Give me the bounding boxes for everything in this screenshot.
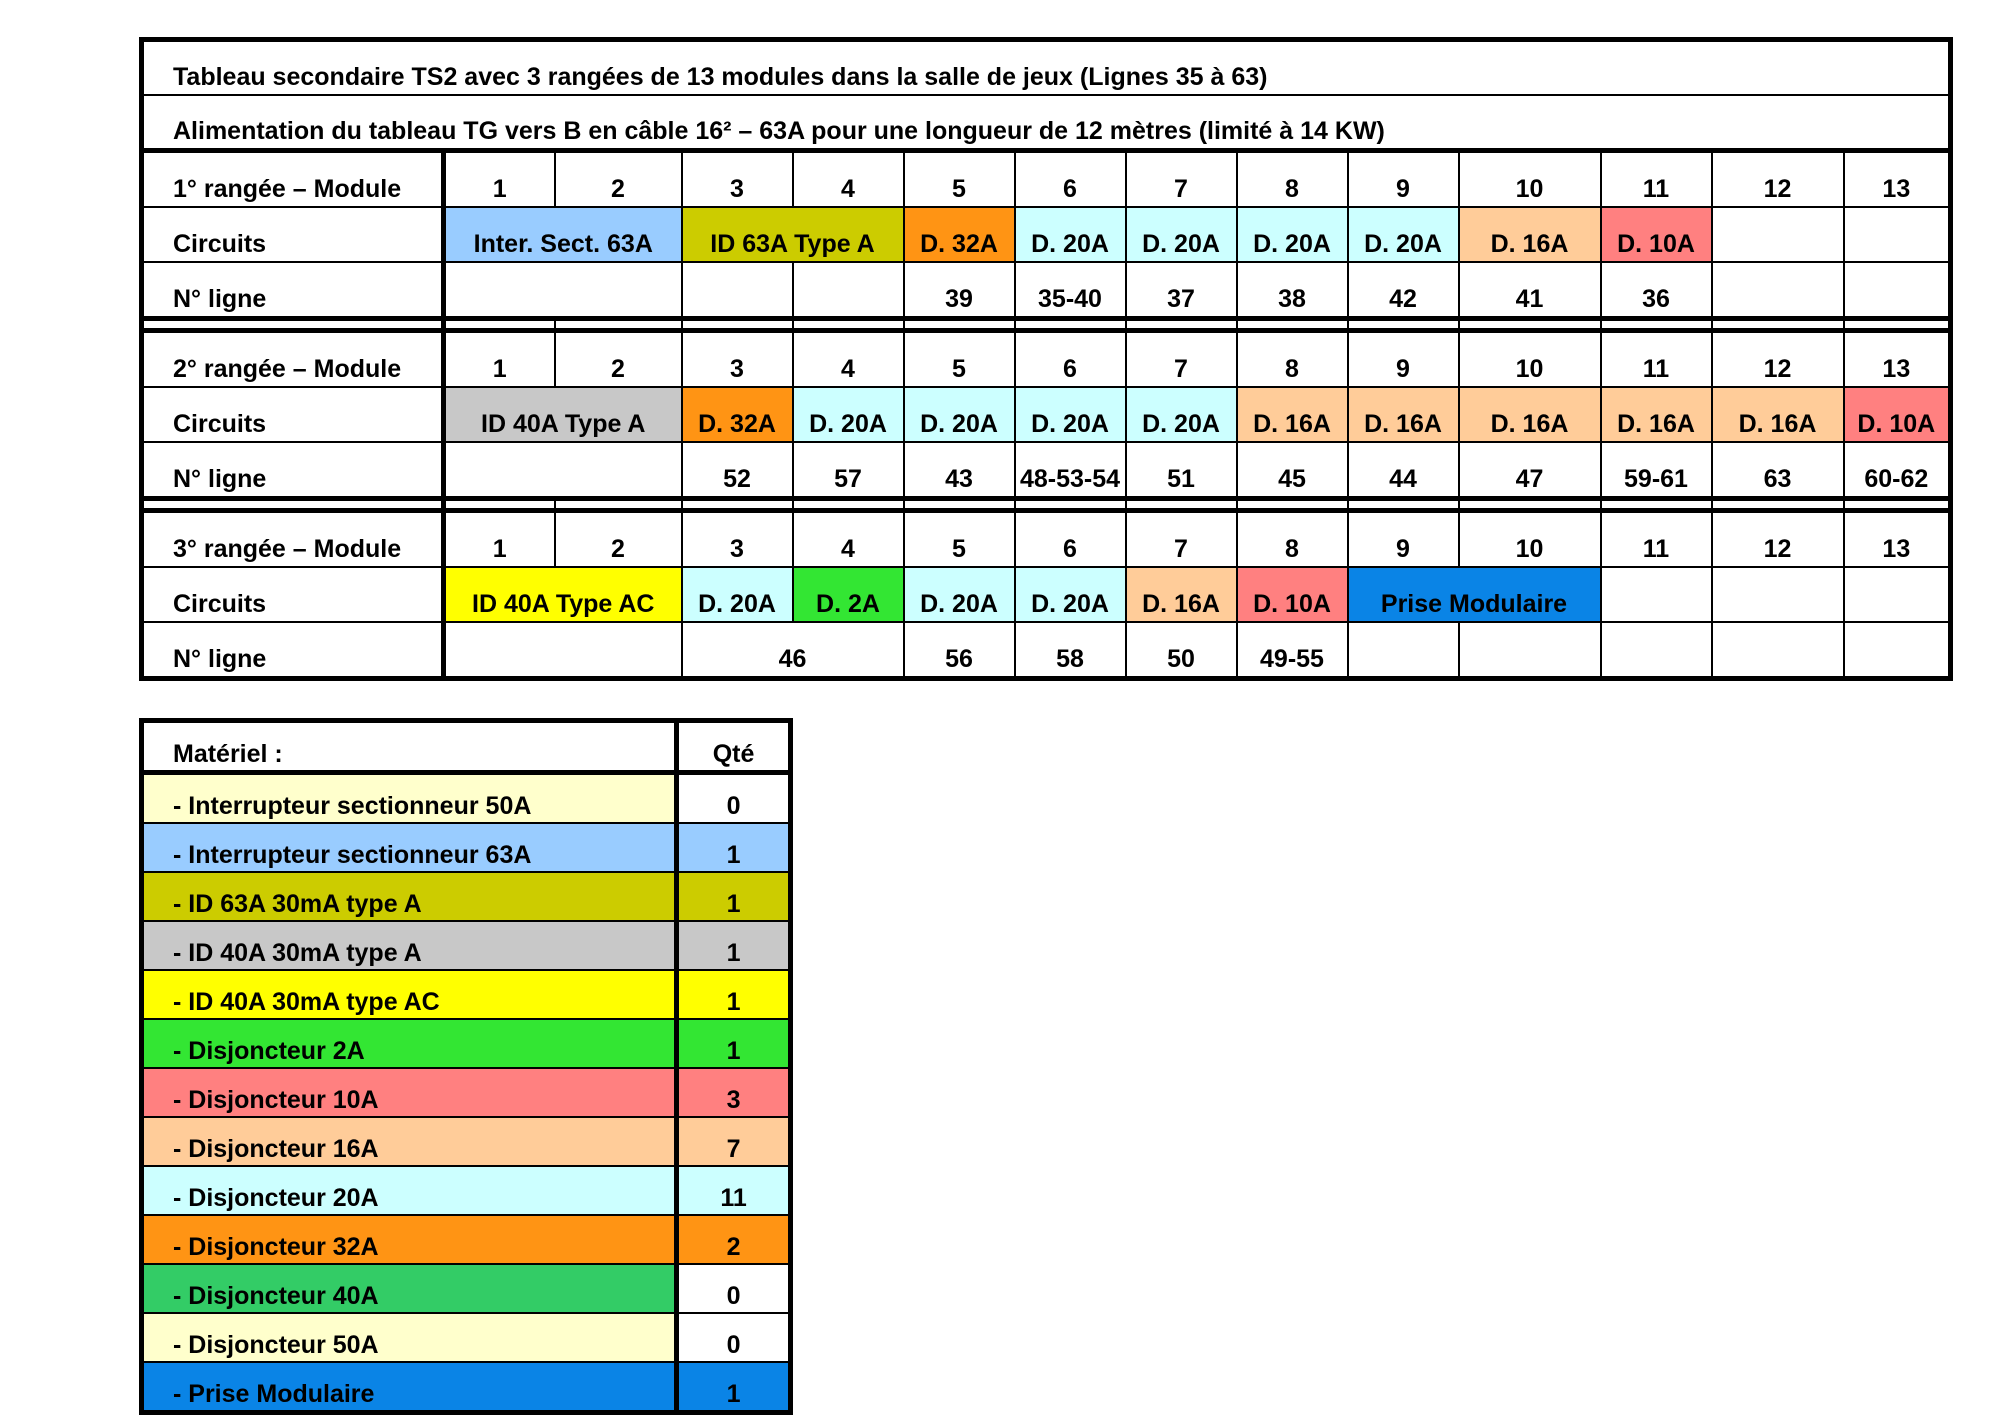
separator-cell [1126, 319, 1237, 331]
module-number: 7 [1126, 511, 1237, 568]
circuit-cell [1844, 567, 1951, 622]
materiel-item-name: - Disjoncteur 10A [142, 1068, 677, 1117]
materiel-item-name: - Interrupteur sectionneur 50A [142, 773, 677, 824]
ligne-number: 51 [1126, 442, 1237, 499]
module-number: 5 [904, 331, 1015, 388]
circuit-cell: D. 20A [1237, 207, 1348, 262]
materiel-item-qty: 7 [677, 1117, 791, 1166]
separator-cell [444, 499, 555, 511]
module-number: 13 [1844, 151, 1951, 208]
module-number: 2 [555, 331, 682, 388]
materiel-item-qty: 2 [677, 1215, 791, 1264]
module-number: 11 [1601, 331, 1712, 388]
ligne-number [1348, 622, 1459, 679]
module-number: 8 [1237, 511, 1348, 568]
materiel-header: Matériel : [142, 721, 677, 773]
module-number: 3 [682, 331, 793, 388]
materiel-item-name: - Disjoncteur 2A [142, 1019, 677, 1068]
ligne-number: 41 [1459, 262, 1601, 319]
circuit-cell: D. 20A [1126, 387, 1237, 442]
circuit-cell: D. 16A [1237, 387, 1348, 442]
circuit-cell: D. 20A [1348, 207, 1459, 262]
row-separator [142, 319, 1951, 331]
materiel-item-name: - Disjoncteur 50A [142, 1313, 677, 1362]
circuit-cell: D. 20A [1126, 207, 1237, 262]
materiel-item-name: - Disjoncteur 20A [142, 1166, 677, 1215]
materiel-item-name: - Prise Modulaire [142, 1362, 677, 1413]
ligne-number: 46 [682, 622, 904, 679]
materiel-item-qty: 11 [677, 1166, 791, 1215]
ligne-number: 38 [1237, 262, 1348, 319]
panel-layout-table [139, 37, 1953, 681]
materiel-item-name: - Disjoncteur 32A [142, 1215, 677, 1264]
materiel-item-qty: 3 [677, 1068, 791, 1117]
module-number: 12 [1712, 331, 1844, 388]
separator-cell [444, 319, 555, 331]
circuit-cell: D. 10A [1844, 387, 1951, 442]
circuit-cell: D. 20A [682, 567, 793, 622]
circuit-cell: D. 10A [1601, 207, 1712, 262]
materiel-item-name: - Disjoncteur 40A [142, 1264, 677, 1313]
materiel-item-qty: 1 [677, 872, 791, 921]
module-number: 1 [444, 511, 555, 568]
ligne-number: 39 [904, 262, 1015, 319]
module-number: 12 [1712, 151, 1844, 208]
materiel-item-qty: 0 [677, 1313, 791, 1362]
circuit-cell: D. 2A [793, 567, 904, 622]
module-number: 10 [1459, 331, 1601, 388]
circuit-cell [1844, 207, 1951, 262]
ligne-label: N° ligne [142, 262, 444, 319]
ligne-number: 43 [904, 442, 1015, 499]
separator-cell [904, 499, 1015, 511]
circuit-cell: D. 20A [1015, 387, 1126, 442]
separator-cell [555, 499, 682, 511]
materiel-row [142, 970, 791, 1019]
separator-cell [1348, 499, 1459, 511]
materiel-item-qty: 1 [677, 1019, 791, 1068]
materiel-row [142, 823, 791, 872]
module-number: 4 [793, 331, 904, 388]
materiel-row [142, 1313, 791, 1362]
materiel-row [142, 1166, 791, 1215]
materiel-item-qty: 1 [677, 1362, 791, 1413]
circuit-cell: D. 16A [1712, 387, 1844, 442]
materiel-row [142, 1068, 791, 1117]
circuit-cell: D. 32A [904, 207, 1015, 262]
separator-cell [142, 319, 444, 331]
ligne-number [444, 442, 682, 499]
module-row-label: 2° rangée – Module [142, 331, 444, 388]
module-number: 1 [444, 331, 555, 388]
ligne-number: 59-61 [1601, 442, 1712, 499]
module-number: 11 [1601, 511, 1712, 568]
ligne-number [682, 262, 793, 319]
materiel-row [142, 872, 791, 921]
module-number: 13 [1844, 511, 1951, 568]
separator-cell [1237, 319, 1348, 331]
separator-cell [1844, 319, 1951, 331]
ligne-number: 50 [1126, 622, 1237, 679]
ligne-number [1844, 262, 1951, 319]
materiel-row [142, 921, 791, 970]
ligne-row-3 [142, 622, 1951, 679]
panel-supply-description: Alimentation du tableau TG vers B en câble 16² – 63A pour une longueur de 12 mètres (limité à 14 KW) [142, 95, 1951, 151]
circuit-cell: Prise Modulaire [1348, 567, 1601, 622]
separator-cell [1126, 499, 1237, 511]
circuit-cell: D. 20A [904, 567, 1015, 622]
module-number: 8 [1237, 331, 1348, 388]
module-row-3 [142, 511, 1951, 568]
row-separator [142, 499, 1951, 511]
circuit-cell: D. 20A [1015, 567, 1126, 622]
circuit-cell: ID 63A Type A [682, 207, 904, 262]
materiel-item-name: - Interrupteur sectionneur 63A [142, 823, 677, 872]
materiel-item-qty: 0 [677, 1264, 791, 1313]
module-number: 10 [1459, 511, 1601, 568]
module-number: 9 [1348, 151, 1459, 208]
separator-cell [1459, 499, 1601, 511]
circuit-cell: D. 10A [1237, 567, 1348, 622]
materiel-table [139, 718, 793, 1415]
materiel-row [142, 1117, 791, 1166]
ligne-number: 63 [1712, 442, 1844, 499]
ligne-number: 44 [1348, 442, 1459, 499]
ligne-number: 58 [1015, 622, 1126, 679]
module-number: 7 [1126, 151, 1237, 208]
ligne-number: 48-53-54 [1015, 442, 1126, 499]
materiel-item-qty: 1 [677, 970, 791, 1019]
ligne-number: 47 [1459, 442, 1601, 499]
module-row-label: 1° rangée – Module [142, 151, 444, 208]
module-number: 8 [1237, 151, 1348, 208]
circuits-row-3 [142, 567, 1951, 622]
module-number: 2 [555, 511, 682, 568]
ligne-number [1712, 262, 1844, 319]
separator-cell [1015, 499, 1126, 511]
separator-cell [793, 499, 904, 511]
ligne-row-2 [142, 442, 1951, 499]
separator-cell [1712, 499, 1844, 511]
ligne-number [1601, 622, 1712, 679]
separator-cell [904, 319, 1015, 331]
quantity-header: Qté [677, 721, 791, 773]
separator-cell [142, 499, 444, 511]
module-row-2 [142, 331, 1951, 388]
circuit-cell: D. 16A [1601, 387, 1712, 442]
circuit-cell [1601, 567, 1712, 622]
ligne-number: 37 [1126, 262, 1237, 319]
ligne-number: 42 [1348, 262, 1459, 319]
circuit-cell: ID 40A Type A [444, 387, 682, 442]
ligne-row-1 [142, 262, 1951, 319]
circuits-row-2 [142, 387, 1951, 442]
ligne-number: 45 [1237, 442, 1348, 499]
module-number: 3 [682, 511, 793, 568]
separator-cell [682, 499, 793, 511]
circuit-cell: D. 20A [904, 387, 1015, 442]
separator-cell [555, 319, 682, 331]
module-number: 7 [1126, 331, 1237, 388]
module-number: 9 [1348, 511, 1459, 568]
module-number: 5 [904, 151, 1015, 208]
circuits-label: Circuits [142, 387, 444, 442]
materiel-item-name: - ID 40A 30mA type A [142, 921, 677, 970]
materiel-item-name: - Disjoncteur 16A [142, 1117, 677, 1166]
module-number: 9 [1348, 331, 1459, 388]
module-number: 5 [904, 511, 1015, 568]
ligne-number [1459, 622, 1601, 679]
separator-cell [1015, 319, 1126, 331]
materiel-item-qty: 1 [677, 823, 791, 872]
ligne-number [1712, 622, 1844, 679]
materiel-item-qty: 1 [677, 921, 791, 970]
separator-cell [682, 319, 793, 331]
circuit-cell: D. 20A [1015, 207, 1126, 262]
module-number: 3 [682, 151, 793, 208]
module-row-1 [142, 151, 1951, 208]
module-row-label: 3° rangée – Module [142, 511, 444, 568]
ligne-label: N° ligne [142, 622, 444, 679]
materiel-row [142, 773, 791, 824]
separator-cell [1601, 499, 1712, 511]
separator-cell [1237, 499, 1348, 511]
circuits-label: Circuits [142, 207, 444, 262]
ligne-number: 36 [1601, 262, 1712, 319]
circuits-label: Circuits [142, 567, 444, 622]
circuit-cell [1712, 207, 1844, 262]
ligne-label: N° ligne [142, 442, 444, 499]
module-number: 6 [1015, 151, 1126, 208]
circuit-cell: D. 20A [793, 387, 904, 442]
circuit-cell: D. 16A [1348, 387, 1459, 442]
materiel-row [142, 1019, 791, 1068]
circuit-cell: D. 16A [1126, 567, 1237, 622]
module-number: 10 [1459, 151, 1601, 208]
separator-cell [1459, 319, 1601, 331]
materiel-item-name: - ID 40A 30mA type AC [142, 970, 677, 1019]
circuits-row-1 [142, 207, 1951, 262]
separator-cell [793, 319, 904, 331]
circuit-cell: Inter. Sect. 63A [444, 207, 682, 262]
circuit-cell: D. 16A [1459, 207, 1601, 262]
module-number: 13 [1844, 331, 1951, 388]
module-number: 4 [793, 151, 904, 208]
module-number: 6 [1015, 331, 1126, 388]
ligne-number [1844, 622, 1951, 679]
module-number: 11 [1601, 151, 1712, 208]
ligne-number: 49-55 [1237, 622, 1348, 679]
ligne-number [444, 262, 682, 319]
materiel-row [142, 1264, 791, 1313]
materiel-row [142, 1362, 791, 1413]
ligne-number: 60-62 [1844, 442, 1951, 499]
module-number: 1 [444, 151, 555, 208]
circuit-cell [1712, 567, 1844, 622]
module-number: 2 [555, 151, 682, 208]
circuit-cell: ID 40A Type AC [444, 567, 682, 622]
separator-cell [1712, 319, 1844, 331]
ligne-number [444, 622, 682, 679]
panel-title: Tableau secondaire TS2 avec 3 rangées de 13 modules dans la salle de jeux (Lignes 35 à 63) [142, 40, 1951, 96]
ligne-number: 57 [793, 442, 904, 499]
module-number: 12 [1712, 511, 1844, 568]
materiel-row [142, 1215, 791, 1264]
materiel-item-name: - ID 63A 30mA type A [142, 872, 677, 921]
separator-cell [1601, 319, 1712, 331]
ligne-number: 35-40 [1015, 262, 1126, 319]
module-number: 4 [793, 511, 904, 568]
circuit-cell: D. 32A [682, 387, 793, 442]
separator-cell [1348, 319, 1459, 331]
module-number: 6 [1015, 511, 1126, 568]
ligne-number [793, 262, 904, 319]
materiel-item-qty: 0 [677, 773, 791, 824]
ligne-number: 56 [904, 622, 1015, 679]
ligne-number: 52 [682, 442, 793, 499]
circuit-cell: D. 16A [1459, 387, 1601, 442]
separator-cell [1844, 499, 1951, 511]
